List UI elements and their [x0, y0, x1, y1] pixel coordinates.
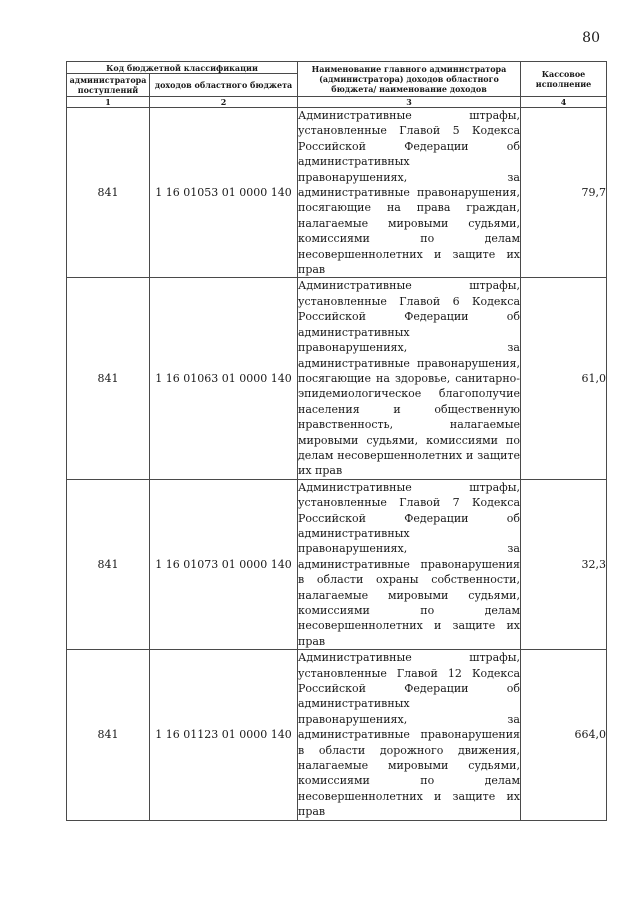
- table-row: [67, 108, 607, 278]
- admin-code-cell: 841: [67, 479, 150, 649]
- amount-cell: 79,7: [521, 108, 607, 278]
- column-number-3: 3: [298, 97, 521, 108]
- income-description-cell: Административные штрафы, установленные Главой 5 Кодекса Российской Федерации об административных правонарушениях, за административные правонарушения, посягающие на права граждан, налагаемые мировыми судьями, комиссиями по делам несовершеннолетних и защите их прав: [298, 109, 520, 277]
- budget-table: [66, 61, 607, 821]
- income-description-cell: Административные штрафы, установленные Главой 6 Кодекса Российской Федерации об административных правонарушениях, за административные правонарушения, посягающие на здоровье, санитарно-эпидемиологическое благополучие населения и общественную нравственность, налагаемые мировыми судьями, комиссиями по делам несовершеннолетних и защите их прав: [298, 279, 520, 478]
- admin-code-cell: 841: [67, 108, 150, 278]
- column-number-4: 4: [521, 97, 607, 108]
- column-number-2: 2: [150, 97, 298, 108]
- table-row: [67, 278, 607, 479]
- header-admin: администратора поступлений: [67, 74, 150, 97]
- admin-code-cell: 841: [67, 650, 150, 820]
- table-row: [67, 479, 607, 649]
- header-budget-code-group: Код бюджетной классификации: [67, 62, 298, 74]
- income-description-cell: Административные штрафы, установленные Главой 7 Кодекса Российской Федерации об административных правонарушениях, за административные правонарушения в области охраны собственности, налагаемые мировыми судьями, комиссиями по делам несовершеннолетних и защите их прав: [298, 480, 520, 648]
- amount-cell: 664,0: [521, 650, 607, 820]
- header-cash-execution: Кассовое исполнение: [521, 62, 607, 97]
- income-code-cell: 1 16 01073 01 0000 140: [150, 479, 298, 649]
- income-code-cell: 1 16 01123 01 0000 140: [150, 650, 298, 820]
- amount-cell: 61,0: [521, 278, 607, 479]
- page-number: 80: [582, 30, 600, 46]
- amount-cell: 32,3: [521, 479, 607, 649]
- income-description-cell: Административные штрафы, установленные Главой 12 Кодекса Российской Федерации об административных правонарушениях, за административные правонарушения в области дорожного движения, налагаемые мировыми судьями, комиссиями по делам несовершеннолетних и защите их прав: [298, 651, 520, 819]
- income-code-cell: 1 16 01053 01 0000 140: [150, 108, 298, 278]
- header-income-code: доходов областного бюджета: [150, 74, 298, 97]
- column-number-1: 1: [67, 97, 150, 108]
- admin-code-cell: 841: [67, 278, 150, 479]
- table-row: [67, 650, 607, 820]
- income-code-cell: 1 16 01063 01 0000 140: [150, 278, 298, 479]
- header-name: Наименование главного администратора (администратора) доходов областного бюджета/ наименование доходов: [298, 62, 521, 97]
